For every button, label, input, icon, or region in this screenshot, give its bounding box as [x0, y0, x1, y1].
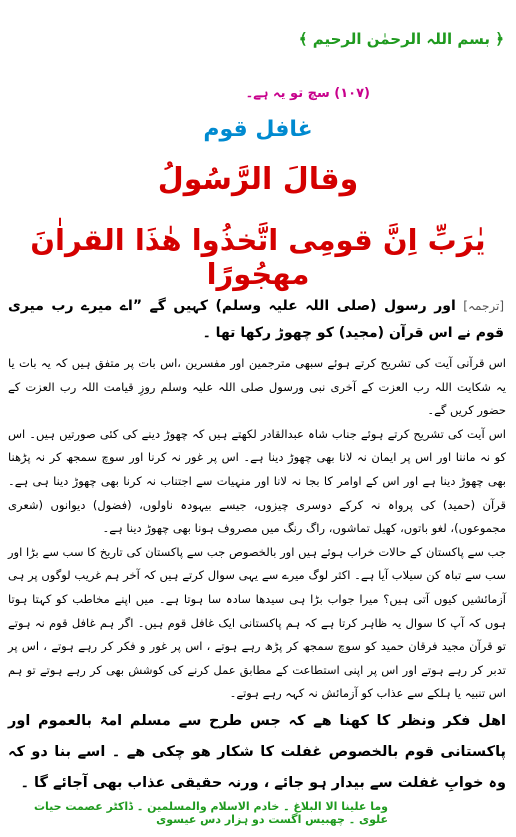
translation-label: [ترجمہ]: [463, 299, 505, 313]
bismillah: ﴿ بسم اللہ الرحمٰن الرحیم ﴾: [298, 30, 504, 48]
quran-verse: یٰرَبِّ اِنَّ قومِی اتَّخذُوا ھٰذَا القراٰنَ مھجُورًا: [30, 223, 486, 291]
truth-label: (۱۰۷) سچ تو یہ ہے۔: [245, 86, 370, 101]
signature: وما علینا الا البلاغ ۔ خادم الاسلام والمسلمین ۔ ڈاکٹر عصمت حیات علوی ۔ چھبیس اگست دو ہزار دس عیسوی: [33, 800, 388, 826]
translation-text: اور رسول (صلی اللہ علیہ وسلم) کہیں گے ”اے میرے رب میری قوم نے اس قرآن (مجید) کو چھوڑ رکھا تھا ۔: [8, 298, 504, 341]
article-title: غافل قوم: [203, 117, 313, 142]
paragraph: جب سے پاکستان کے حالات خراب ہوئے ہیں اور بالخصوص جب سے پاکستان کی تاریخ کا سب سے بڑا اور سب سے تباہ کن سیلاب آیا ہے۔ اکثر لوگ میرے سے یہی سوال کرتے ہیں کہ آخر ہم غریب لوگوں پر ہی آزمائشیں کیوں آتی ہیں؟ میرا جواب بڑا ہی سیدھا سادہ سا ہوتا ہے۔ میں اپنے مخاطب کو کہتا ہوتا ہوں کہ آپ کا سوال یہ ظاہر کرتا ہے کہ ہم پاکستانی ایک غافل قوم ہیں۔ اگر ہم غافل قوم نہ ہوتے تو قرآن مجید فرقان حمید کو سوچ سمجھ کر پڑھ رہے ہوتے ، اس پر غور و فکر کر رہے ہوتے ، اس پر تدبر کر رہے ہوتے اور اس پر اپنی استطاعت کے مطابق عمل کرنے کی کوشش بھی کر رہے ہوتے تو ہم اس تنبیہ یا ہلکے سے عذاب کو آزمائش نہ کہہ رہے ہوتے۔: [8, 544, 506, 701]
paragraph: اس قرآنی آیت کی تشریح کرتے ہوئے سبھی مترجمین اور مفسرین ،اس بات پر متفق ہیں کہ یہ بات یا یہ شکایت اللہ رب العزت کے آخری نبی ورسول صلی اللہ علیہ وسلم روزِ قیامت اللہ رب العزت کے حضور کریں گے۔: [8, 356, 506, 418]
translation: [8, 293, 504, 347]
paragraph: اس آیت کی تشریح کرتے ہوئے جناب شاہ عبدالقادر لکھتے ہیں کہ چھوڑ دینے کی کئی صورتیں ہیں۔ اس کو نہ ماننا اور اس پر ایمان نہ لانا بھی چھوڑ دینا ہے۔ اس پر غور نہ کرنا اور سوچ سمجھ کر نہ پڑھنا بھی چھوڑ دینا ہے اور اس کے اوامر کا بجا نہ لانا اور منہیات سے اجتناب نہ کرنا بھی چھوڑ دینا ہی ہے۔ قرآن (حمید) کی پرواہ نہ کرکے دوسری چیزوں، جیسے بیہودہ ناولوں، (فضول) دیوانوں (شعری مجموعوں)، لغو باتوں، کھیل تماشوں، راگ رنگ میں مصروف ہونا بھی چھوڑ دینا ہے۔: [8, 426, 506, 536]
body-paragraphs: [8, 352, 506, 706]
verse-heading: وقالَ الرَّسُولُ: [157, 162, 359, 197]
conclusion: اھل فکر ونظر کا کھنا ھے کہ جس طرح سے مسلم امۃ بالعموم اور پاکستانی قوم بالخصوص غفلت کا شکار ھو چکی ھے ۔ اسے بنا دو کہ وہ خوابِ غفلت سے بیدار ہو جائے ، ورنہ حقیقی عذاب بھی آجائے گا ۔: [8, 713, 506, 791]
